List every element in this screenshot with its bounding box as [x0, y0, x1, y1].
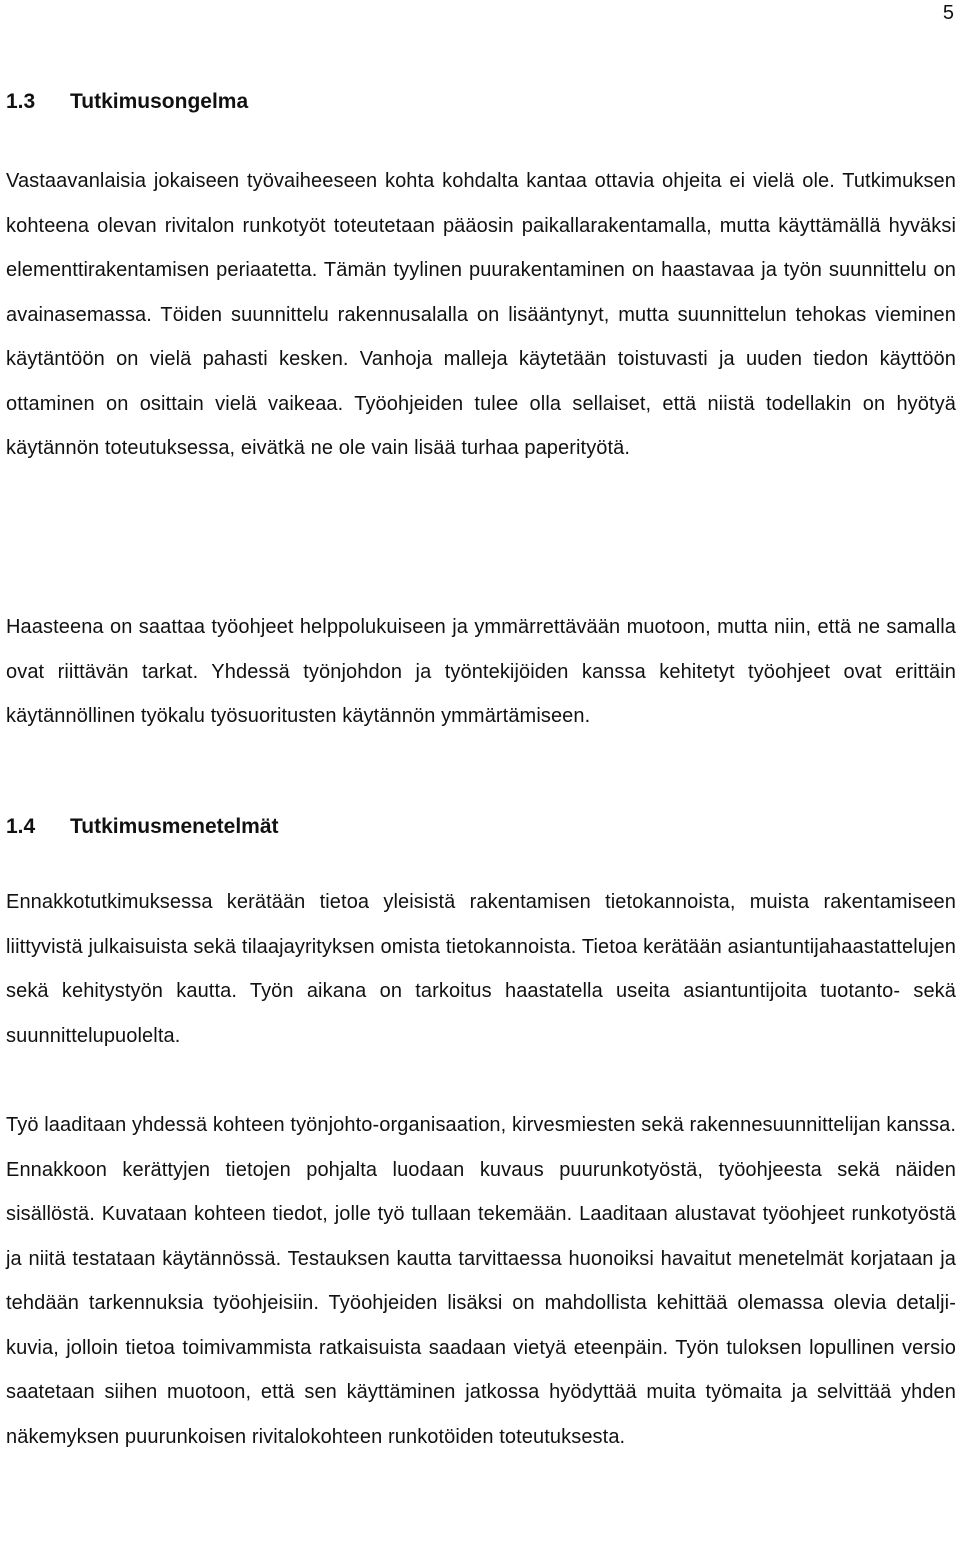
page-number: 5 [942, 2, 954, 24]
section-number: 1.4 [6, 815, 36, 838]
paragraph: Vastaavanlaisia jokaiseen työvaiheeseen kohta kohdalta kantaa ottavia ohjeita ei vielä ole. Tutkimuksen kohteena olevan rivitalon runkotyöt toteutetaan pääosin paikallarakentamalla, mutta käyttämällä hyväksi elementtirakentamisen periaatetta. Tämän tyylinen puurakentaminen on haastavaa ja työn suunnittelu on avainasemassa. Töiden suunnittelu rakennusalalla on lisääntynyt, mutta suunnittelun tehokas vieminen käytäntöön on vielä pahasti kesken. Vanhoja malleja käytetään toistuvasti ja uuden tiedon käyttöön ottaminen on osittain vielä vaikeaa. Työohjeiden tulee olla sellaiset, että niistä todellakin on hyötyä käytännön toteutuksessa, eivätkä ne ole vain lisää turhaa paperityötä. [6, 170, 956, 459]
section-heading-1-4 [6, 815, 956, 839]
section-title: Tutkimusongelma [70, 90, 249, 113]
paragraph: Haasteena on saattaa työohjeet helppolukuiseen ja ymmärrettävään muotoon, mutta niin, että ne samalla ovat riittävän tarkat. Yhdessä työnjohdon ja työntekijöiden kanssa kehitetyt työohjeet ovat erittäin käytännöllinen työkalu työsuoritusten käytännön ymmärtämiseen. [6, 616, 956, 727]
section-title: Tutkimusmenetelmät [70, 815, 279, 838]
paragraph: Työ laaditaan yhdessä kohteen työnjohto-organisaation, kirvesmiesten sekä rakennesuunnittelijan kanssa. Ennakkoon kerättyjen tietojen pohjalta luodaan kuvaus puurunkotyöstä, työohjeesta sekä näiden sisällöstä. Kuvataan kohteen tiedot, jolle työ tullaan tekemään. Laaditaan alustavat työohjeet runkotyöstä ja niitä testataan käytännössä. Testauksen kautta tarvittaessa huonoiksi havaitut menetelmät korjataan ja tehdään tarkennuksia työohjeisiin. Työohjeiden lisäksi on mahdollista kehittää olemassa olevia detalji-kuvia, jolloin tietoa toimivammista ratkaisuista saadaan vietyä eteenpäin. Työn tuloksen lopullinen versio saatetaan siihen muotoon, että sen käyttäminen jatkossa hyödyttää muita työmaita ja selvittää yhden näkemyksen puurunkoisen rivitalokohteen runkotöiden toteutuksesta. [6, 1114, 956, 1448]
section-heading-1-3 [6, 90, 956, 114]
paragraph: Ennakkotutkimuksessa kerätään tietoa yleisistä rakentamisen tietokannoista, muista rakentamiseen liittyvistä julkaisuista sekä tilaajayrityksen omista tietokannoista. Tietoa kerätään asiantuntijahaastattelujen sekä kehitystyön kautta. Työn aikana on tarkoitus haastatella useita asiantuntijoita tuotanto- sekä suunnittelupuolelta. [6, 891, 956, 1047]
section-number: 1.3 [6, 90, 36, 113]
